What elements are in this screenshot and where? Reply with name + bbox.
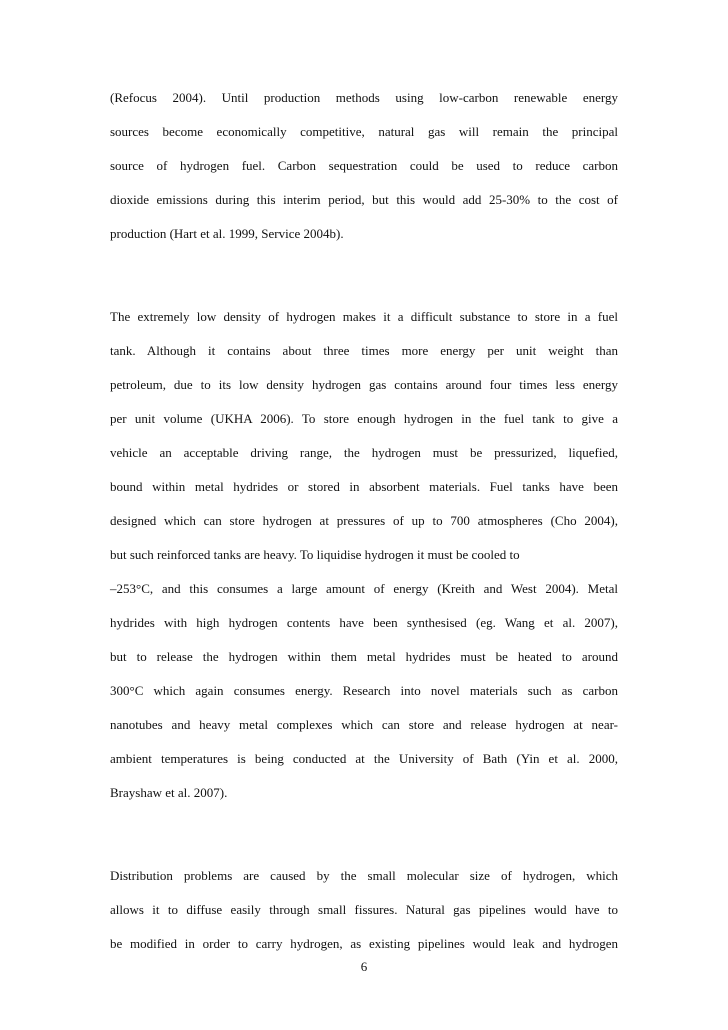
text-line: dioxide emissions during this interim period, but this would add 25-30% to the cost of <box>110 192 618 207</box>
paragraph-2 <box>110 307 618 817</box>
text-line: production (Hart et al. 1999, Service 2004b). <box>110 226 344 241</box>
text-line: but to release the hydrogen within them metal hydrides must be heated to around <box>110 649 618 664</box>
text-line: petroleum, due to its low density hydrogen gas contains around four times less energy <box>110 377 618 392</box>
text-line: sources become economically competitive, natural gas will remain the principal <box>110 124 618 139</box>
text-line: –253°C, and this consumes a large amount of energy (Kreith and West 2004). Metal <box>110 581 618 596</box>
text-line: be modified in order to carry hydrogen, as existing pipelines would leak and hydrogen <box>110 936 618 951</box>
text-line: Brayshaw et al. 2007). <box>110 785 228 800</box>
text-line: source of hydrogen fuel. Carbon sequestration could be used to reduce carbon <box>110 158 618 173</box>
text-line: (Refocus 2004). Until production methods using low-carbon renewable energy <box>110 90 618 105</box>
paragraph-1 <box>110 88 618 258</box>
text-line: hydrides with high hydrogen contents have been synthesised (eg. Wang et al. 2007), <box>110 615 618 630</box>
text-line: tank. Although it contains about three times more energy per unit weight than <box>110 343 618 358</box>
text-line: bound within metal hydrides or stored in absorbent materials. Fuel tanks have been <box>110 479 618 494</box>
page-number: 6 <box>360 959 368 974</box>
text-line: but such reinforced tanks are heavy. To liquidise hydrogen it must be cooled to <box>110 547 520 562</box>
paragraph-gap <box>110 258 618 307</box>
text-line: ambient temperatures is being conducted at the University of Bath (Yin et al. 2000, <box>110 751 618 766</box>
text-line: Distribution problems are caused by the small molecular size of hydrogen, which <box>110 868 618 883</box>
text-line: per unit volume (UKHA 2006). To store enough hydrogen in the fuel tank to give a <box>110 411 618 426</box>
text-line: designed which can store hydrogen at pressures of up to 700 atmospheres (Cho 2004), <box>110 513 618 528</box>
text-line: nanotubes and heavy metal complexes which can store and release hydrogen at near- <box>110 717 618 732</box>
paragraph-3 <box>110 866 618 968</box>
text-line: The extremely low density of hydrogen makes it a difficult substance to store in a fuel <box>110 309 618 324</box>
paragraph-gap <box>110 817 618 866</box>
text-line: allows it to diffuse easily through small fissures. Natural gas pipelines would have to <box>110 902 618 917</box>
text-line: vehicle an acceptable driving range, the hydrogen must be pressurized, liquefied, <box>110 445 618 460</box>
text-line: 300°C which again consumes energy. Research into novel materials such as carbon <box>110 683 618 698</box>
body-text <box>110 88 618 968</box>
